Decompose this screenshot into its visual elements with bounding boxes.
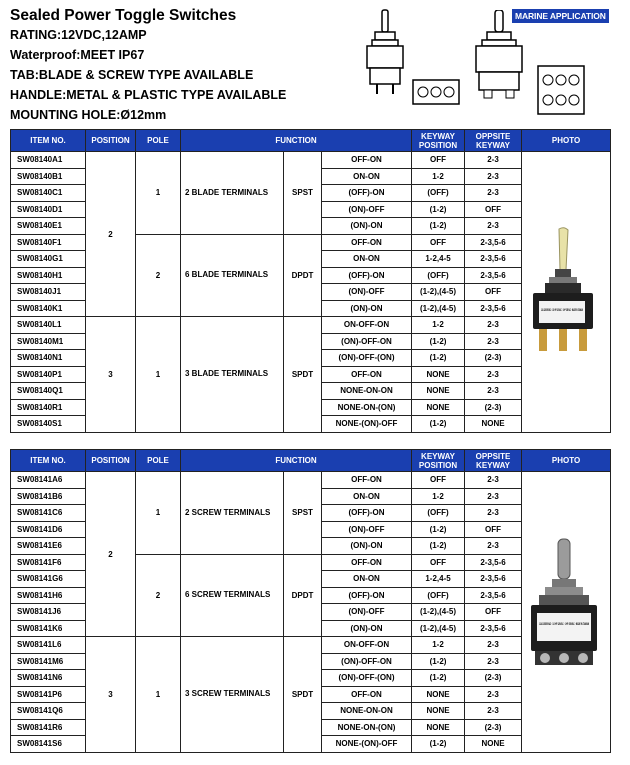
function-value: (ON)-OFF xyxy=(322,201,412,218)
handle-text: HANDLE:METAL & PLASTIC TYPE AVAILABLE xyxy=(10,88,287,102)
function-value: (ON)-OFF-(ON) xyxy=(322,670,412,687)
opposite-keyway: 2-3,5-6 xyxy=(465,571,522,588)
terminal-type: 3 SCREW TERMINALS xyxy=(181,637,284,753)
item-number: SW08140H1 xyxy=(11,267,86,284)
keyway-position: (1-2) xyxy=(412,521,465,538)
item-number: SW08141L6 xyxy=(11,637,86,654)
switch-type: DPDT xyxy=(284,554,322,637)
function-value: (ON)-ON xyxy=(322,620,412,637)
screw-switch-photo xyxy=(525,537,607,687)
function-value: (OFF)-ON xyxy=(322,587,412,604)
opposite-keyway: OFF xyxy=(465,521,522,538)
item-number: SW08141D6 xyxy=(11,521,86,538)
function-value: (ON)-ON xyxy=(322,218,412,235)
switch-type: SPST xyxy=(284,152,322,235)
opposite-keyway: OFF xyxy=(465,201,522,218)
keyway-position: OFF xyxy=(412,554,465,571)
item-number: SW08140C1 xyxy=(11,185,86,202)
switch-type: SPDT xyxy=(284,637,322,753)
keyway-position: (1-2) xyxy=(412,670,465,687)
item-number: SW08140P1 xyxy=(11,366,86,383)
switch-type: SPST xyxy=(284,472,322,555)
header-block xyxy=(10,6,286,125)
photo-label-text: 12A 125/250VAC · 1/2 HP 125VAC · 1 HP 250VAC · MADE IN TAIWAN xyxy=(541,306,584,312)
opposite-keyway: 2-3,5-6 xyxy=(465,234,522,251)
keyway-position: 1-2 xyxy=(412,317,465,334)
function-value: (OFF)-ON xyxy=(322,185,412,202)
opposite-keyway: 2-3 xyxy=(465,317,522,334)
opposite-keyway: 2-3 xyxy=(465,366,522,383)
function-value: NONE-(ON)-OFF xyxy=(322,736,412,753)
opposite-keyway: 2-3 xyxy=(465,383,522,400)
opposite-keyway: (2-3) xyxy=(465,350,522,367)
terminal-type: 6 SCREW TERMINALS xyxy=(181,554,284,637)
table-header-row xyxy=(11,450,611,472)
col-position: POSITION xyxy=(86,130,136,152)
mounting-text: MOUNTING HOLE:Ø12mm xyxy=(10,108,167,122)
double-pole-switch-drawing xyxy=(470,10,620,120)
col-keyway: KEYWAY POSITION xyxy=(412,130,465,152)
col-pole: POLE xyxy=(136,130,181,152)
item-number: SW08140B1 xyxy=(11,168,86,185)
tab-text: TAB:BLADE & SCREW TYPE AVAILABLE xyxy=(10,68,254,82)
keyway-position: 1-2,4-5 xyxy=(412,251,465,268)
table-row xyxy=(11,637,611,654)
item-number: SW08141G6 xyxy=(11,571,86,588)
opposite-keyway: 2-3 xyxy=(465,333,522,350)
function-value: (OFF)-ON xyxy=(322,505,412,522)
keyway-position: (1-2) xyxy=(412,538,465,555)
function-value: ON-ON xyxy=(322,488,412,505)
item-number: SW08140D1 xyxy=(11,201,86,218)
table-row xyxy=(11,472,611,489)
keyway-position: (1-2) xyxy=(412,653,465,670)
opposite-keyway: 2-3,5-6 xyxy=(465,554,522,571)
keyway-position: (OFF) xyxy=(412,505,465,522)
terminal-type: 3 BLADE TERMINALS xyxy=(181,317,284,433)
function-value: (ON)-OFF-(ON) xyxy=(322,350,412,367)
item-number: SW08140L1 xyxy=(11,317,86,334)
keyway-position: OFF xyxy=(412,152,465,169)
item-number: SW08141J6 xyxy=(11,604,86,621)
keyway-position: NONE xyxy=(412,719,465,736)
function-value: (OFF)-ON xyxy=(322,267,412,284)
position-value: 3 xyxy=(86,317,136,433)
col-function: FUNCTION xyxy=(181,130,412,152)
position-value: 2 xyxy=(86,472,136,637)
item-number: SW08141Q6 xyxy=(11,703,86,720)
blade-terminal-table xyxy=(10,129,611,433)
keyway-position: (1-2),(4-5) xyxy=(412,620,465,637)
function-value: NONE-ON-ON xyxy=(322,383,412,400)
opposite-keyway: 2-3 xyxy=(465,653,522,670)
function-value: ON-OFF-ON xyxy=(322,317,412,334)
keyway-position: 1-2 xyxy=(412,168,465,185)
keyway-position: OFF xyxy=(412,234,465,251)
terminal-type: 6 BLADE TERMINALS xyxy=(181,234,284,317)
keyway-position: NONE xyxy=(412,703,465,720)
terminal-type: 2 SCREW TERMINALS xyxy=(181,472,284,555)
function-value: (ON)-OFF-ON xyxy=(322,653,412,670)
col-position: POSITION xyxy=(86,450,136,472)
function-value: ON-ON xyxy=(322,571,412,588)
keyway-position: 1-2 xyxy=(412,488,465,505)
keyway-position: 1-2,4-5 xyxy=(412,571,465,588)
col-opposite: OPPSITE KEYWAY xyxy=(465,130,522,152)
keyway-position: (1-2) xyxy=(412,416,465,433)
position-value: 2 xyxy=(86,152,136,317)
opposite-keyway: (2-3) xyxy=(465,719,522,736)
col-opposite: OPPSITE KEYWAY xyxy=(465,450,522,472)
function-value: OFF-ON xyxy=(322,472,412,489)
switch-type: DPDT xyxy=(284,234,322,317)
waterproof-text: Waterproof:MEET IP67 xyxy=(10,48,145,62)
keyway-position: NONE xyxy=(412,399,465,416)
keyway-position: NONE xyxy=(412,383,465,400)
table-row xyxy=(11,152,611,169)
col-keyway: KEYWAY POSITION xyxy=(412,450,465,472)
opposite-keyway: 2-3 xyxy=(465,637,522,654)
keyway-position: (1-2) xyxy=(412,736,465,753)
item-number: SW08140J1 xyxy=(11,284,86,301)
item-number: SW08140K1 xyxy=(11,300,86,317)
function-value: (ON)-OFF xyxy=(322,604,412,621)
item-number: SW08140R1 xyxy=(11,399,86,416)
keyway-position: 1-2 xyxy=(412,637,465,654)
keyway-position: (1-2) xyxy=(412,350,465,367)
keyway-position: (OFF) xyxy=(412,587,465,604)
keyway-position: (1-2) xyxy=(412,201,465,218)
opposite-keyway: OFF xyxy=(465,604,522,621)
function-value: NONE-ON-(ON) xyxy=(322,399,412,416)
opposite-keyway: 2-3 xyxy=(465,505,522,522)
opposite-keyway: (2-3) xyxy=(465,399,522,416)
function-value: ON-OFF-ON xyxy=(322,637,412,654)
opposite-keyway: (2-3) xyxy=(465,670,522,687)
photo-cell xyxy=(522,472,611,753)
keyway-position: (1-2),(4-5) xyxy=(412,604,465,621)
item-number: SW08140N1 xyxy=(11,350,86,367)
opposite-keyway: 2-3 xyxy=(465,218,522,235)
function-value: NONE-(ON)-OFF xyxy=(322,416,412,433)
screw-terminal-table xyxy=(10,449,611,753)
function-value: (ON)-OFF-ON xyxy=(322,333,412,350)
item-number: SW08141C6 xyxy=(11,505,86,522)
pole-value: 1 xyxy=(136,472,181,555)
item-number: SW08141A6 xyxy=(11,472,86,489)
function-value: OFF-ON xyxy=(322,234,412,251)
opposite-keyway: 2-3 xyxy=(465,703,522,720)
pole-value: 1 xyxy=(136,152,181,235)
opposite-keyway: 2-3 xyxy=(465,538,522,555)
keyway-position: (1-2) xyxy=(412,333,465,350)
function-value: (ON)-OFF xyxy=(322,521,412,538)
opposite-keyway: NONE xyxy=(465,736,522,753)
item-number: SW08141S6 xyxy=(11,736,86,753)
keyway-position: NONE xyxy=(412,366,465,383)
col-function: FUNCTION xyxy=(181,450,412,472)
keyway-position: (1-2) xyxy=(412,218,465,235)
opposite-keyway: 2-3 xyxy=(465,152,522,169)
col-item: ITEM NO. xyxy=(11,450,86,472)
function-value: OFF-ON xyxy=(322,366,412,383)
function-value: ON-ON xyxy=(322,168,412,185)
opposite-keyway: 2-3 xyxy=(465,686,522,703)
item-number: SW08141F6 xyxy=(11,554,86,571)
opposite-keyway: 2-3 xyxy=(465,472,522,489)
col-pole: POLE xyxy=(136,450,181,472)
keyway-position: (1-2),(4-5) xyxy=(412,300,465,317)
function-value: ON-ON xyxy=(322,251,412,268)
function-value: OFF-ON xyxy=(322,554,412,571)
photo-cell xyxy=(522,152,611,433)
item-number: SW08141R6 xyxy=(11,719,86,736)
keyway-position: NONE xyxy=(412,686,465,703)
function-value: (ON)-ON xyxy=(322,300,412,317)
opposite-keyway: OFF xyxy=(465,284,522,301)
keyway-position: (1-2),(4-5) xyxy=(412,284,465,301)
item-number: SW08141E6 xyxy=(11,538,86,555)
single-pole-switch-drawing xyxy=(363,4,463,114)
opposite-keyway: 2-3 xyxy=(465,168,522,185)
pole-value: 1 xyxy=(136,317,181,433)
item-number: SW08140F1 xyxy=(11,234,86,251)
function-value: (ON)-ON xyxy=(322,538,412,555)
item-number: SW08140S1 xyxy=(11,416,86,433)
opposite-keyway: 2-3,5-6 xyxy=(465,620,522,637)
opposite-keyway: 2-3,5-6 xyxy=(465,587,522,604)
col-photo: PHOTO xyxy=(522,130,611,152)
terminal-type: 2 BLADE TERMINALS xyxy=(181,152,284,235)
item-number: SW08140E1 xyxy=(11,218,86,235)
rating-text: RATING:12VDC,12AMP xyxy=(10,28,147,42)
blade-switch-photo xyxy=(525,227,607,357)
opposite-keyway: NONE xyxy=(465,416,522,433)
item-number: SW08141P6 xyxy=(11,686,86,703)
opposite-keyway: 2-3,5-6 xyxy=(465,251,522,268)
table-row xyxy=(11,317,611,334)
switch-type: SPDT xyxy=(284,317,322,433)
function-value: OFF-ON xyxy=(322,686,412,703)
opposite-keyway: 2-3,5-6 xyxy=(465,300,522,317)
item-number: SW08141N6 xyxy=(11,670,86,687)
item-number: SW08141K6 xyxy=(11,620,86,637)
pole-value: 2 xyxy=(136,554,181,637)
function-value: NONE-ON-(ON) xyxy=(322,719,412,736)
item-number: SW08140M1 xyxy=(11,333,86,350)
pole-value: 2 xyxy=(136,234,181,317)
keyway-position: OFF xyxy=(412,472,465,489)
table-header-row xyxy=(11,130,611,152)
position-value: 3 xyxy=(86,637,136,753)
pole-value: 1 xyxy=(136,637,181,753)
item-number: SW08140A1 xyxy=(11,152,86,169)
function-value: NONE-ON-ON xyxy=(322,703,412,720)
opposite-keyway: 2-3 xyxy=(465,488,522,505)
item-number: SW08140G1 xyxy=(11,251,86,268)
item-number: SW08141M6 xyxy=(11,653,86,670)
function-value: (ON)-OFF xyxy=(322,284,412,301)
page-title: Sealed Power Toggle Switches xyxy=(10,7,237,24)
col-item: ITEM NO. xyxy=(11,130,86,152)
marine-application-badge: MARINE APPLICATION xyxy=(512,9,609,23)
opposite-keyway: 2-3 xyxy=(465,185,522,202)
col-photo: PHOTO xyxy=(522,450,611,472)
keyway-position: (OFF) xyxy=(412,267,465,284)
item-number: SW08141H6 xyxy=(11,587,86,604)
opposite-keyway: 2-3,5-6 xyxy=(465,267,522,284)
photo-label-text: 12A 125/250VAC · 1/2 HP 125VAC · 1 HP 250VAC · MADE IN TAIWAN xyxy=(539,620,590,626)
function-value: OFF-ON xyxy=(322,152,412,169)
keyway-position: (OFF) xyxy=(412,185,465,202)
item-number: SW08140Q1 xyxy=(11,383,86,400)
item-number: SW08141B6 xyxy=(11,488,86,505)
